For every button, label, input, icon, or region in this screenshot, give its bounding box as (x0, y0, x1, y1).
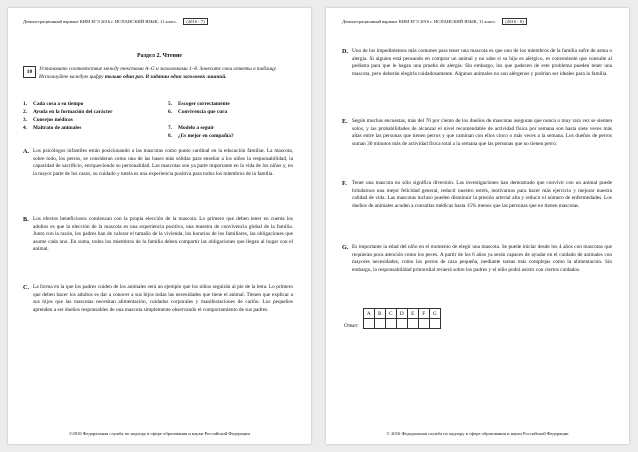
text-paragraph-g (342, 244, 612, 274)
header-text: Демонстрационный вариант КИМ ЕГЭ 2016 г. ИСПАНСКИЙ ЯЗЫК, 11 класс. (342, 19, 497, 24)
heading-option: 7. Modelo a seguir (168, 125, 215, 131)
answer-input-cell[interactable] (363, 319, 374, 329)
heading-option: 4. Maltrato de animales (23, 125, 82, 131)
headings-list-right (168, 100, 293, 140)
instruction-emphasis: только один раз. В задании один заголовок лишний. (104, 74, 227, 80)
page-header (342, 18, 527, 25)
page-footer: ©2016 Федеральная служба по надзору в сфере образования и науки Российской Федерации (69, 431, 250, 436)
paragraph-letter: B. (23, 216, 29, 223)
paragraph-letter: F. (342, 180, 347, 187)
page-footer: © 2016 Федеральная служба по надзору в сфере образования и науки Российской Федерации (386, 431, 569, 436)
paragraph-text: La forma en la que los padres cuiden de los animales será un ejemplo que los niños seguirán al pie de la letra. Lo primero que deben hacer los adultos es dar a conocer a sus hijos todas las necesidades que tiene el animal. Tienen que explicar a sus hijos que las mascotas necesitan alimentación, cuidados corporales y manifestaciones de cariño. Los pequeños aprenden a ser dueños responsables de una mascota simplemente observando el comportamiento de sus padres. (33, 284, 293, 313)
answer-header-cell: E (407, 309, 418, 319)
right-page (326, 8, 629, 444)
answer-input-cell[interactable] (429, 319, 440, 329)
text-paragraph-d (342, 48, 612, 78)
heading-option: 1. Cada cosa a su tiempo (23, 101, 84, 107)
heading-option: 3. Consejos médicos (23, 117, 73, 123)
text-paragraph-e (342, 118, 612, 148)
text-paragraph-f (342, 180, 612, 210)
answer-header-cell: G (429, 309, 440, 319)
answer-input-cell[interactable] (418, 319, 429, 329)
answer-header-cell: A (363, 309, 374, 319)
answer-input-cell[interactable] (396, 319, 407, 329)
paragraph-letter: D. (342, 48, 349, 55)
section-title: Раздел 2. Чтение (136, 53, 183, 59)
text-paragraph-a (23, 148, 293, 178)
paragraph-letter: E. (342, 118, 348, 125)
text-paragraph-b (23, 216, 293, 254)
paragraph-text: Es importante la edad del niño en el momento de elegir una mascota. Se puede iniciar desde los 4 años con mascotas que requieran poca atención como los peces. A partir de los 6 años ya serán capaces de ayudar en el cuidado de animales con mayores necesidades, como los perros de raza pequeña, mediante tareas más complejas como la alimentación. Sin embargo, la responsabilidad primordial recaerá sobre los padres y el niño podrá asistir con ciertos cuidados. (352, 244, 612, 273)
paragraph-text: Los efectos beneficiosos comienzan con la propia elección de la mascota. Lo primero que deben tener en cuenta los adultos es que la elección de la mascota es una experiencia positiva, una muestra de convivencia global de la familia. Junto con la razón, los padres han de valorar el tamaño de la vivienda, los horarios de los familiares, las obligaciones que asume cada uno. En suma, todos los miembros de la familia deben compartir las obligaciones que llegan al hogar con el animal. (33, 216, 293, 252)
answer-area (344, 308, 441, 329)
heading-option: 8. ¿Es mejor en compañía? (168, 133, 234, 139)
left-page (8, 8, 311, 444)
answer-header-cell: D (396, 309, 407, 319)
task-instruction (39, 65, 287, 81)
paragraph-text: Uno de los impedimentos más comunes para tener una mascota es que uno de los miembros de la familia sufre de asma o alergia. Si alguien está pensando en comprar un animal y no sabe si su hijo es alérgico, es conveniente que consulte al pediatra para que le hagan una prueba de alergia. Sin embargo, los que padecen de este problema pueden tener una mascota, pero deberán elegirla cuidadosamente. Algunos animales no son alérgenos y podrían ser ideales para la familia. (352, 48, 612, 77)
page-header (23, 18, 208, 25)
header-text: Демонстрационный вариант КИМ ЕГЭ 2016 г. ИСПАНСКИЙ ЯЗЫК, 11 класс. (23, 19, 178, 24)
paragraph-letter: A. (23, 148, 30, 155)
paragraph-text: Tener una mascota no sólo significa diversión. Las investigaciones han demostrado que convivir con un animal puede brindarnos una mejor felicidad general, reducir nuestro estrés, motivarnos para hacer más ejercicio y mejorar nuestra calidad de vida. Las mascotas incluso pueden disminuir la presión arterial alta y reducir el número de enfermedades. Los dueños de animales acuden a consultas médicas hasta 15% menos que las personas que no tienen mascotas. (352, 180, 612, 209)
instruction-text: Установите соответствие между текстами A–G и заголовками 1–8. Занесите свои ответы в таблицу. Используйте каждую цифру (39, 66, 277, 80)
answer-input-cell[interactable] (374, 319, 385, 329)
paragraph-letter: G. (342, 244, 349, 251)
heading-option: 5. Escoger correctamente (168, 101, 230, 107)
paragraph-text: Los psicólogos infantiles están posicionando a las mascotas como punto cardinal en la educación familiar. La mascota, sobre todo, los perros, se consideran como una de las bases más sólidas para enseñar a los niños la responsabilidad, la capacidad de sacrificio, enriqueciendo su personalidad. Las mascotas son ya parte importante en la vida de los niños y, en la mayor parte de los casos, su cuidado y tutela es una experiencia positiva para todos los miembros de la familia. (33, 148, 293, 177)
question-number: 10 (23, 66, 36, 78)
text-paragraph-c (23, 284, 293, 314)
headings-list-left (23, 100, 148, 132)
answer-input-cell[interactable] (385, 319, 396, 329)
answer-label: Ответ: (344, 323, 359, 329)
page-number: (2016 - 7) (183, 18, 207, 25)
answer-header-cell: B (374, 309, 385, 319)
paragraph-text: Según muchas encuestas, más del 70 por ciento de los dueños de mascotas aseguran que nunca o muy rara vez se sienten solos, y las probabilidades de alcanzar el nivel recomendable de actividad física por semana son hasta siete veces más altas entre las personas que tienen perros y que caminan con ellos cinco o más veces a la semana. Los dueños de perros suman 30 minutos más de actividad física total a la semana que las personas que no tienen perro. (352, 118, 612, 147)
page-number: (2016 - 8) (502, 18, 526, 25)
answer-input-cell[interactable] (407, 319, 418, 329)
answer-table (363, 308, 441, 329)
heading-option: 2. Ayuda en la formación del carácter (23, 109, 113, 115)
heading-option: 6. Convivencia que cura (168, 109, 228, 115)
answer-header-cell: C (385, 309, 396, 319)
answer-header-cell: F (418, 309, 429, 319)
paragraph-letter: C. (23, 284, 30, 291)
